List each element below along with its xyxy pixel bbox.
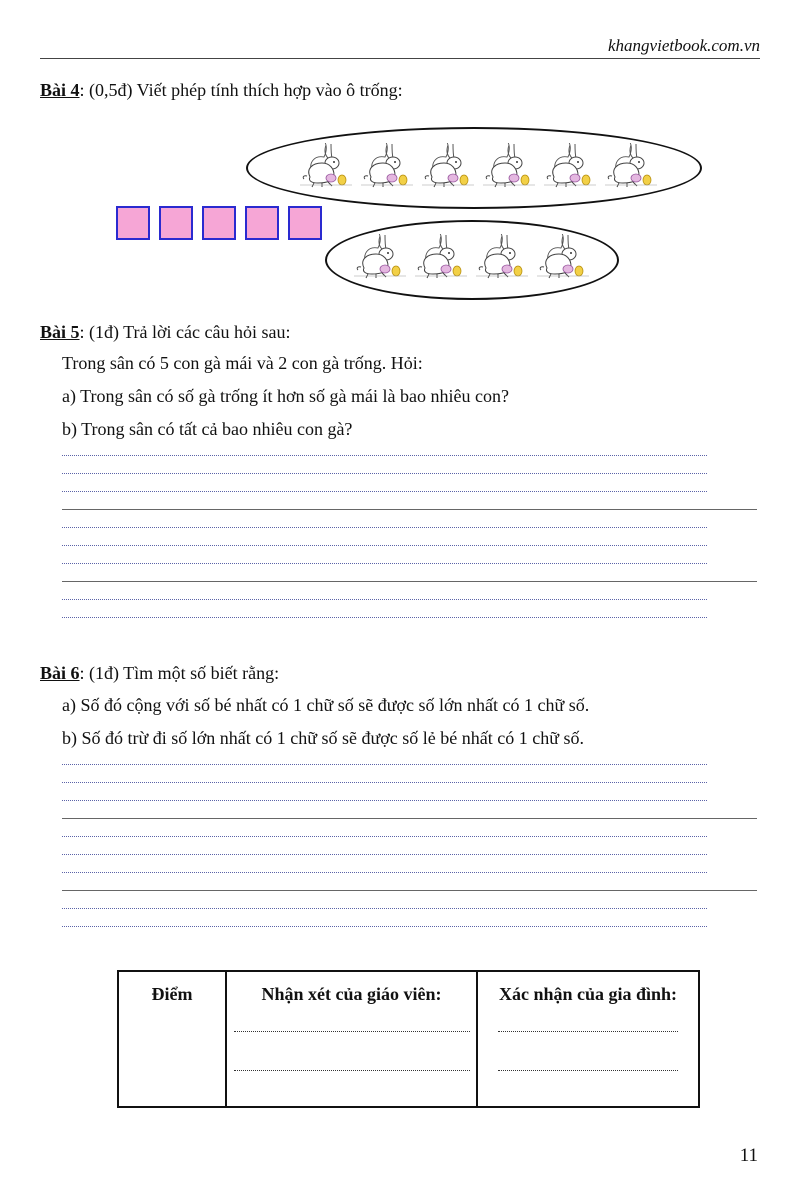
answer-line	[62, 473, 707, 474]
answer-box[interactable]	[288, 206, 322, 240]
bai6-text: : (1đ) Tìm một số biết rằng:	[79, 663, 280, 683]
answer-line	[62, 563, 707, 564]
bai6-heading	[40, 663, 279, 684]
page-number: 11	[739, 1145, 758, 1166]
bai5-intro: Trong sân có 5 con gà mái và 2 con gà trống. Hỏi:	[62, 353, 423, 373]
score-header: Điểm	[151, 984, 193, 1004]
bai4-text: : (0,5đ) Viết phép tính thích hợp vào ô trống:	[79, 80, 403, 100]
separator-line	[62, 818, 757, 819]
answer-line	[62, 599, 707, 600]
bai5-question-b: b) Trong sân có tất cả bao nhiêu con gà?	[62, 419, 353, 439]
rabbit-icon	[359, 143, 415, 189]
family-confirm-line	[498, 1070, 678, 1071]
rabbit-icon	[603, 143, 659, 189]
bai5-question-a: a) Trong sân có số gà trống ít hơn số gà mái là bao nhiêu con?	[62, 386, 509, 406]
bai5-text: : (1đ) Trả lời các câu hỏi sau:	[79, 322, 291, 342]
bai6-question-b: b) Số đó trừ đi số lớn nhất có 1 chữ số sẽ được số lẻ bé nhất có 1 chữ số.	[62, 728, 584, 748]
separator-line	[62, 581, 757, 582]
bai5-answer-area[interactable]	[62, 455, 757, 635]
rabbit-icon	[420, 143, 476, 189]
teacher-comment-header: Nhận xét của giáo viên:	[261, 984, 442, 1004]
separator-line	[62, 890, 757, 891]
answer-line	[62, 617, 707, 618]
answer-line	[62, 800, 707, 801]
bai5-label: Bài 5	[40, 322, 80, 342]
family-confirm-header: Xác nhận của gia đình:	[498, 984, 678, 1004]
answer-line	[62, 455, 707, 456]
answer-box[interactable]	[245, 206, 279, 240]
header-rule	[40, 58, 760, 59]
separator-line	[62, 509, 757, 510]
answer-line	[62, 854, 707, 855]
teacher-comment-line	[234, 1031, 470, 1032]
answer-box[interactable]	[116, 206, 150, 240]
answer-line	[62, 527, 707, 528]
bai5-heading	[40, 322, 291, 343]
answer-line	[62, 926, 707, 927]
family-confirm-cell[interactable]	[477, 971, 699, 1107]
answer-line	[62, 908, 707, 909]
rabbit-icon	[535, 234, 591, 280]
rabbit-icon	[542, 143, 598, 189]
rabbit-icon	[481, 143, 537, 189]
rabbit-icon	[298, 143, 354, 189]
answer-line	[62, 491, 707, 492]
rabbit-icon	[413, 234, 469, 280]
answer-line	[62, 836, 707, 837]
bai6-question-a: a) Số đó cộng với số bé nhất có 1 chữ số sẽ được số lớn nhất có 1 chữ số.	[62, 695, 590, 715]
teacher-comment-cell[interactable]	[226, 971, 477, 1107]
answer-line	[62, 872, 707, 873]
bai4-label: Bài 4	[40, 80, 80, 100]
answer-line	[62, 764, 707, 765]
score-cell[interactable]	[118, 971, 226, 1107]
teacher-comment-line	[234, 1070, 470, 1071]
header-site: khangvietbook.com.vn	[608, 36, 760, 55]
bai6-label: Bài 6	[40, 663, 80, 683]
rabbit-icon	[352, 234, 408, 280]
bai6-answer-area[interactable]	[62, 764, 757, 944]
answer-line	[62, 782, 707, 783]
answer-box[interactable]	[159, 206, 193, 240]
answer-box[interactable]	[202, 206, 236, 240]
rabbit-icon	[474, 234, 530, 280]
bai4-heading	[40, 80, 403, 101]
family-confirm-line	[498, 1031, 678, 1032]
grade-table	[117, 970, 700, 1108]
answer-line	[62, 545, 707, 546]
